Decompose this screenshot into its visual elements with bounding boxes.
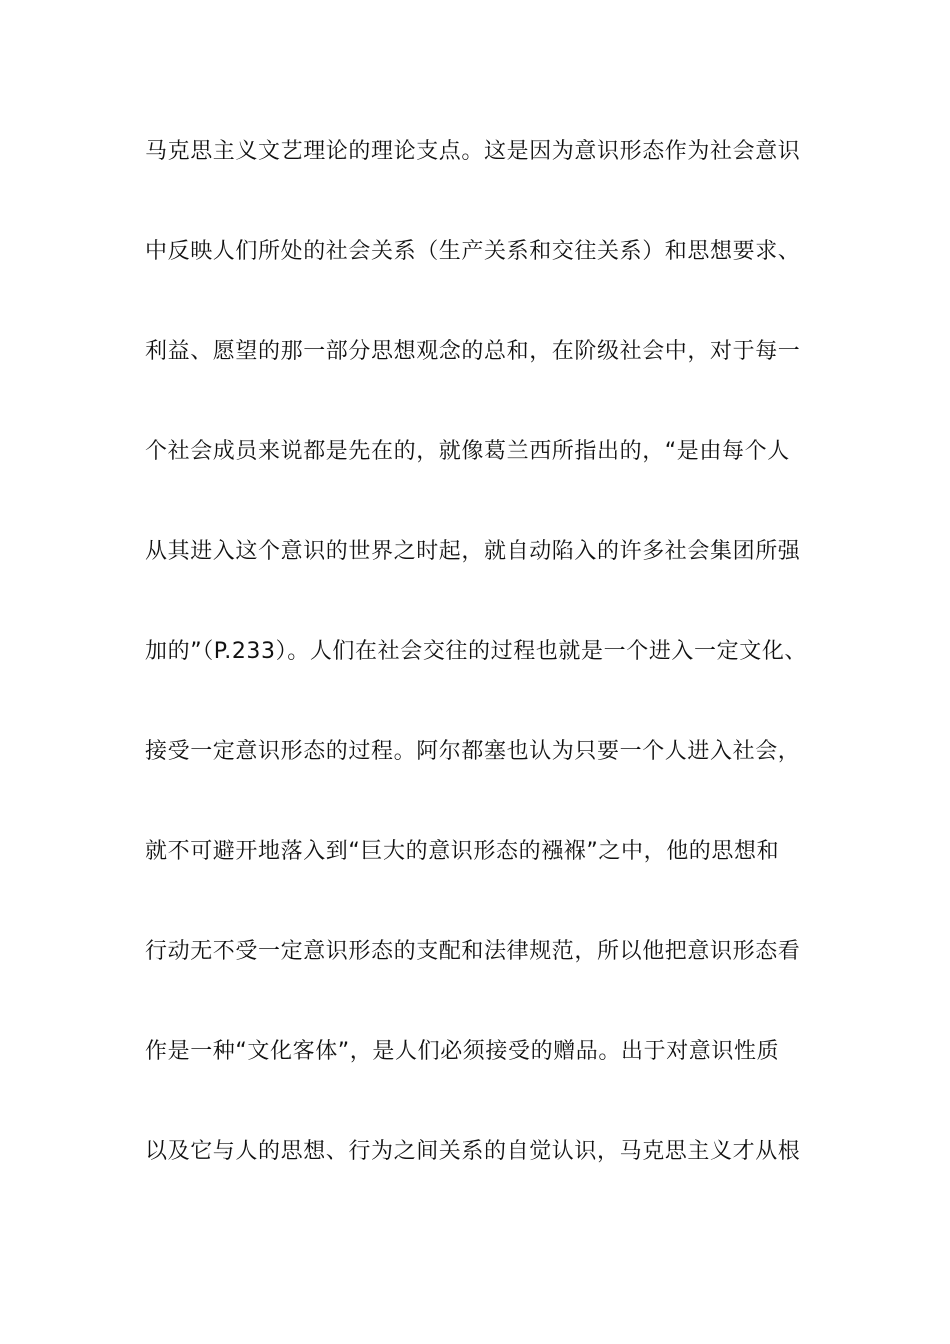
text-line: 中反映人们所处的社会关系（生产关系和交往关系）和思想要求、 bbox=[145, 239, 801, 264]
text-line: 就不可避开地落入到“巨大的意识形态的襁褓”之中，他的思想和 bbox=[145, 839, 780, 864]
text-line: 利益、愿望的那一部分思想观念的总和，在阶级社会中，对于每一 bbox=[145, 339, 801, 364]
text-line: 从其进入这个意识的世界之时起，就自动陷入的许多社会集团所强 bbox=[145, 539, 801, 564]
body-paragraph bbox=[145, 132, 845, 1232]
text-line: 行动无不受一定意识形态的支配和法律规范，所以他把意识形态看 bbox=[145, 939, 801, 964]
text-line: 以及它与人的思想、行为之间关系的自觉认识，马克思主义才从根 bbox=[145, 1139, 801, 1164]
text-line: 个社会成员来说都是先在的，就像葛兰西所指出的，“是由每个人 bbox=[145, 439, 790, 464]
text-line: 作是一种“文化客体”，是人们必须接受的赠品。出于对意识性质 bbox=[145, 1039, 780, 1064]
text-line: 加的”（P.233）。人们在社会交往的过程也就是一个进入一定文化、 bbox=[145, 639, 808, 664]
text-line: 接受一定意识形态的过程。阿尔都塞也认为只要一个人进入社会， bbox=[145, 739, 801, 764]
text-line: 马克思主义文艺理论的理论支点。这是因为意识形态作为社会意识 bbox=[145, 139, 801, 164]
